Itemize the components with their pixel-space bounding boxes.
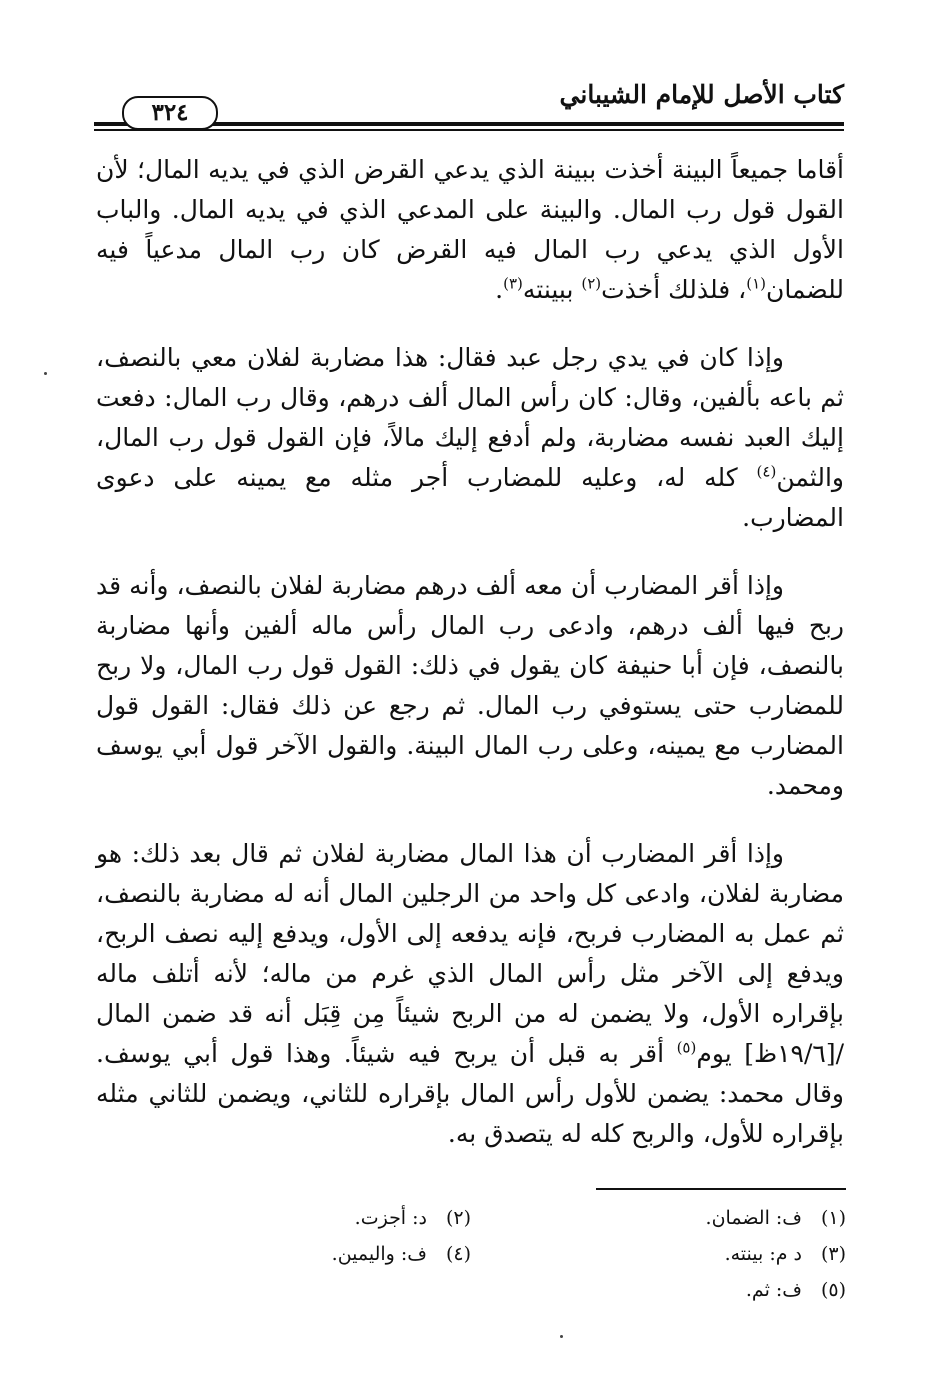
footnote-2: (٢)د: أجزت. (354, 1207, 471, 1229)
paragraph: وإذا أقر المضارب أن معه ألف درهم مضاربة لفلان بالنصف، وأنه قد ربح فيها ألف درهم، وادعى رب المال رأس ماله ألفين وأنها مضاربة بالنصف، فإن أبا حنيفة كان يقول في ذلك: القول قول رب المال، ولا ربح للمضارب حتى يستوفي رب المال. ثم رجع عن ذلك فقال: القول قول المضارب مع يمينه، وعلى رب المال البينة. والقول الآخر قول أبي يوسف ومحمد. (96, 571, 844, 800)
footnotes (96, 1200, 846, 1308)
footnote-ref: (٥) (676, 1038, 697, 1057)
footnote-ref: (٤) (756, 462, 777, 481)
footnote-separator (596, 1188, 846, 1190)
running-head-title: كتاب الأصل للإمام الشيباني (559, 80, 844, 109)
body-text (96, 150, 844, 1182)
footnote-1: (١)ف: الضمان. (705, 1207, 846, 1229)
footnote-row (96, 1236, 846, 1272)
footnote-ref: (١) (746, 274, 766, 293)
page-header (94, 74, 844, 134)
footnote-4: (٤)ف: واليمين. (331, 1243, 471, 1265)
paragraph: وإذا كان في يدي رجل عبد فقال: هذا مضاربة لفلان معي بالنصف، ثم باعه بألفين، وقال: كان رأس المال ألف درهم، وقال رب المال: دفعت إليك العبد نفسه مضاربة، ولم أدفع إليك مالاً، فإن القول قول رب المال، والثمن$^{(٤)}$ كله له، وعليه للمضارب أجر مثله مع يمينه على دعوى المضارب. (96, 343, 844, 532)
footnote-row (96, 1200, 846, 1236)
footnote-3: (٣)د م: بينته. (724, 1243, 846, 1265)
footnote-ref: (٣) (503, 274, 523, 293)
scan-speck (44, 372, 47, 375)
footnote-5: (٥)ف: ثم. (745, 1279, 846, 1301)
paragraph: أقاما جميعاً البينة أخذت ببينة الذي يدعي القرض الذي في يديه المال؛ لأن القول قول رب المال. والبينة على المدعي الذي في يديه المال. والباب الأول الذي يدعي رب المال فيه القرض كان رب المال مدعياً فيه للضمان$^{(١)}$، فلذلك أخذت$^{(٢)}$ ببينته$^{(٣)}$. (96, 155, 844, 304)
paragraph: وإذا أقر المضارب أن هذا المال مضاربة لفلان ثم قال بعد ذلك: هو مضاربة لفلان، وادعى كل واحد من الرجلين المال أنه له مضاربة بالنصف، ثم عمل به المضارب فربح، فإنه يدفعه إلى الأول، ويدفع إليه نصف الربح، ويدفع إلى الآخر مثل رأس المال الذي غرم من ماله؛ لأنه أتلف ماله بإقراره الأول، ولا يضمن له من الربح شيئاً مِن قِبَل أنه قد ضمن المال /[١٩/٦ظ] يوم$^{(٥)}$ أقر به قبل أن يربح فيه شيئاً. وهذا قول أبي يوسف. وقال محمد: يضمن للأول رأس المال بإقراره للثاني، ويضمن للثاني مثله بإقراره للأول، والربح كله له يتصدق به. (96, 839, 844, 1148)
scan-speck (560, 1335, 563, 1338)
page-number-rule (94, 96, 844, 136)
footnote-row (96, 1272, 846, 1308)
footnote-ref: (٢) (581, 274, 602, 293)
page-number: ٣٢٤ (122, 96, 218, 130)
